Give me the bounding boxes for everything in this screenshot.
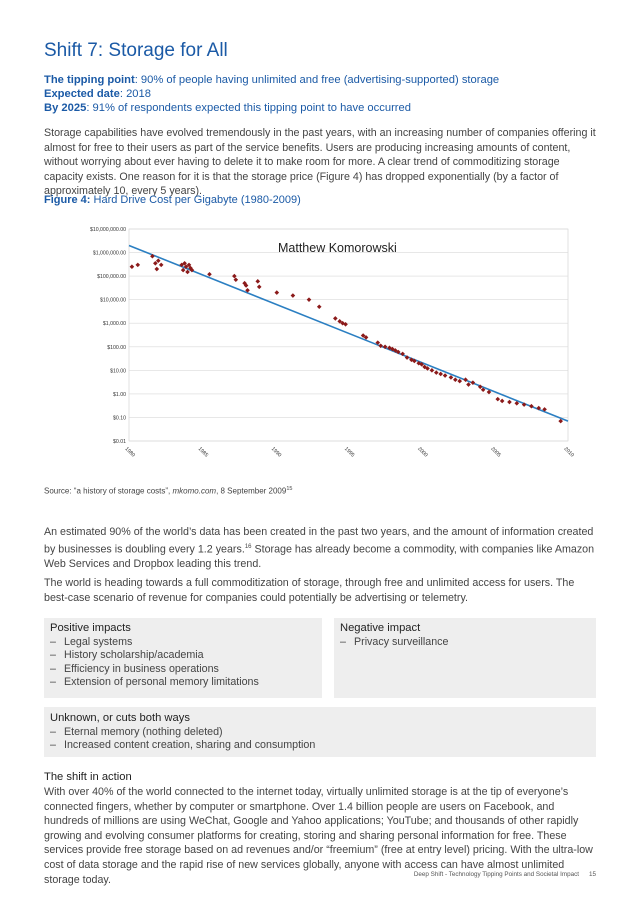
tipping-text: : 90% of people having unlimited and free (advertising-supported) storage (134, 74, 500, 86)
negative-impact-title: Negative impact (340, 622, 421, 634)
storage-cost-chart (48, 225, 588, 475)
list-item: – History scholarship/academia (50, 649, 322, 662)
tipping-label: The tipping point (44, 74, 135, 86)
footer-text: Deep Shift - Technology Tipping Points and Societal Impact (413, 871, 579, 878)
list-item: – Legal systems (50, 636, 322, 649)
figure-caption-text: Hard Drive Cost per Gigabyte (1980-2009) (90, 194, 301, 206)
y-tick-label: $100,000.00 (97, 274, 126, 281)
figure-source (44, 486, 292, 496)
source-suffix: , 8 September 2009 (216, 486, 287, 496)
y-tick-label: $10,000.00 (100, 297, 126, 304)
tipping-point-meta (44, 73, 499, 115)
unknown-impacts-list (50, 726, 596, 753)
figure-caption (44, 194, 301, 206)
commoditization-paragraph: The world is heading towards a full commoditization of storage, through free and unlimited access for users. The best-case scenario of revenue for companies could potentially be advertising or telemetry. (44, 577, 575, 604)
list-item: – Efficiency in business operations (50, 663, 322, 676)
page-title: Shift 7: Storage for All (44, 40, 228, 61)
positive-impacts-list (50, 636, 322, 690)
source-footnote: 15 (286, 486, 293, 492)
shift-in-action-text: With over 40% of the world connected to the internet today, virtually unlimited storage is at the tip of everyone’s connected fingers, whether by computer or smartphone. Over 1.4 billion people are users on Facebook, and hundreds of millions are using WeChat, Google and Yahoo applications; YouTube; and thousands of other rapidly growing and evolving consumer platforms for creating, storing and sharing personal information for free. These services provide free storage based on ad revenues and/or “freemium” (free at entry level) pricing. With the ultra-low cost of data storage and the rapid rise of new services globally, anyone with access can have almost unlimited storage today. (44, 786, 593, 886)
figure-label: Figure 4: (44, 194, 91, 206)
y-tick-label: $1,000,000.00 (92, 250, 126, 257)
intro-paragraph: Storage capabilities have evolved tremendously in the past years, with an increasing number of companies offering it almost for free to their users as part of the service benefits. Users are producing increasing amounts of content, without worrying about ever having to delete it to make room for more. A clear trend of commoditizing storage capacity exists. One reason for it is that the storage price (Figure 4) has dropped exponentially (by a factor of approximately 10, every 5 years). (44, 127, 596, 198)
positive-impacts-title: Positive impacts (50, 622, 131, 634)
x-tick-label: 1980 (123, 446, 136, 459)
unknown-impacts-box (44, 707, 596, 757)
para2-b: Storage has already become a commodity, with companies like Amazon Web Services and Dropbox leading this trend. (44, 543, 595, 570)
x-tick-label: 2010 (562, 446, 575, 459)
y-tick-label: $10.00 (110, 368, 126, 375)
unknown-impacts-title: Unknown, or cuts both ways (50, 712, 190, 724)
x-tick-label: 1995 (343, 446, 356, 459)
x-tick-label: 2005 (489, 446, 502, 459)
x-tick-label: 1990 (269, 446, 283, 459)
chart-title: Matthew Komorowski (278, 241, 397, 255)
plot-area (129, 229, 568, 441)
data-growth-paragraph (44, 525, 596, 571)
page-footer (414, 871, 596, 878)
expected-label: Expected date (44, 88, 120, 100)
y-tick-label: $1,000.00 (102, 321, 126, 328)
source-site: mkomo.com (172, 486, 217, 496)
y-tick-label: $0.01 (113, 439, 126, 445)
negative-impacts-list (340, 636, 596, 649)
source-prefix: Source: “a history of storage costs”, (44, 486, 173, 496)
by2025-label: By 2025 (44, 102, 87, 114)
list-item: – Increased content creation, sharing and consumption (50, 739, 596, 752)
shift-in-action-title: The shift in action (44, 771, 132, 783)
list-item: – Eternal memory (nothing deleted) (50, 726, 596, 739)
y-tick-label: $1.00 (113, 391, 126, 398)
y-tick-label: $10,000,000.00 (89, 227, 126, 233)
x-tick-label: 2000 (416, 446, 429, 459)
expected-text: : 2018 (119, 88, 151, 100)
y-tick-label: $100.00 (107, 344, 126, 351)
page-number: 15 (588, 871, 596, 878)
x-tick-label: 1985 (196, 446, 210, 459)
para2-a: An estimated 90% of the world’s data has been created in the past two years, and the amount of information created by businesses is doubling every 1.2 years. (44, 526, 594, 556)
y-tick-label: $0.10 (113, 415, 126, 422)
list-item: – Privacy surveillance (340, 636, 596, 649)
list-item: – Extension of personal memory limitations (50, 676, 322, 689)
negative-impacts-box (334, 618, 596, 698)
by2025-text: : 91% of respondents expected this tipping point to have occurred (86, 102, 411, 114)
para2-footnote: 16 (244, 543, 252, 550)
positive-impacts-box (44, 618, 322, 698)
